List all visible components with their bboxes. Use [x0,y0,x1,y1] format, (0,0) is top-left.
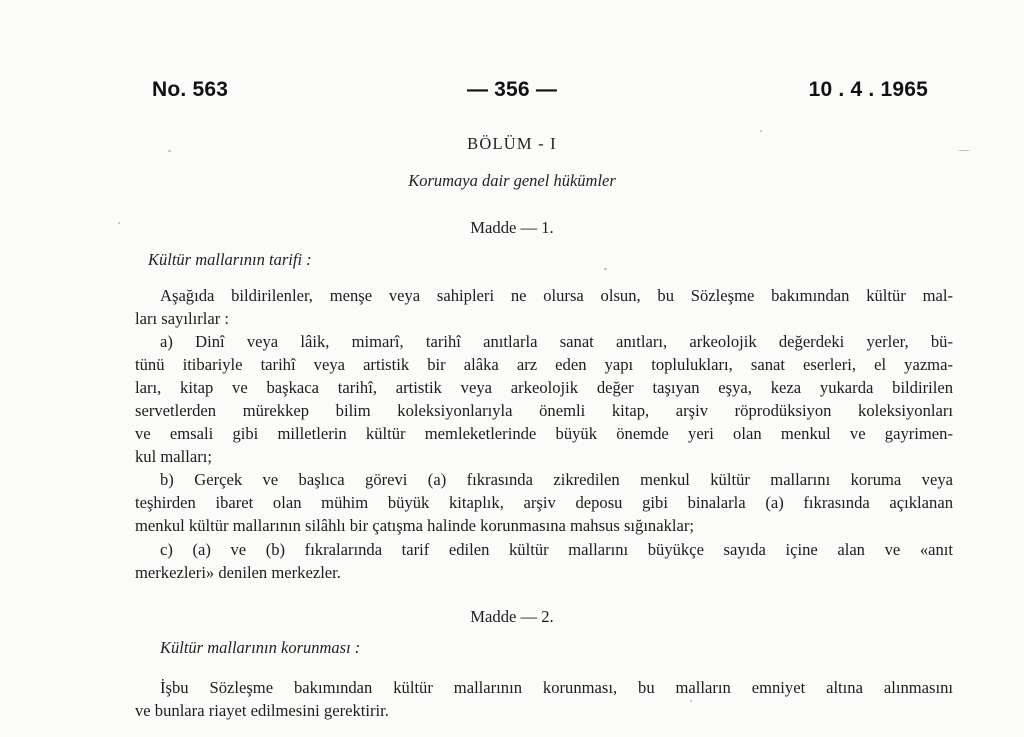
page-number: — 356 — [466,78,558,101]
article-2-line: İşbu Sözleşme bakımından kültür mallarının korunması, bu malların emniyet altına alınmasını [160,678,953,697]
article-1-line: teşhirden ibaret olan mühim büyük kitaplık, arşiv deposu gibi binalarla (a) fıkrasında açıklanan [135,493,953,512]
issue-date: 10 . 4 . 1965 [808,78,928,101]
scan-speck [760,130,762,132]
article-1-line: Aşağıda bildirilenler, menşe veya sahipleri ne olursa olsun, bu Sözleşme bakımından kültür mal- [160,286,953,305]
scan-speck [604,268,607,270]
article-1-heading: Madde — 1. [470,218,554,237]
article-1-line: menkul kültür mallarının silâhlı bir çatışma halinde korunmasına mahsus sığınaklar; [135,516,695,535]
article-1-line: a) Dinî veya lâik, mimarî, tarihî anıtlarla sanat anıtları, arkeolojik değerdeki yerler, bü- [160,332,953,351]
article-2-line: ve bunlara riayet edilmesini gerektirir. [135,701,389,720]
article-2-heading: Madde — 2. [470,607,554,626]
article-1-line: kul malları; [135,447,212,466]
article-1-line: b) Gerçek ve başlıca görevi (a) fıkrasında zikredilen menkul kültür mallarını koruma veya [160,470,953,489]
article-1-line: c) (a) ve (b) fıkralarında tarif edilen kültür mallarını büyükçe sayıda içine alan ve «anıt [160,540,953,559]
article-2-marginal-title: Kültür mallarının korunması : [160,638,361,657]
article-1-line: tünü itibariyle tarihî veya artistik bir alâka arz eden yapı toplulukları, sanat eserleri, el yazma- [135,355,953,374]
article-1-line: ları sayılırlar : [135,309,229,328]
article-1-marginal-title: Kültür mallarının tarifi : [148,250,312,269]
issue-number: No. 563 [152,78,229,101]
article-1-line: merkezleri» denilen merkezler. [135,563,341,582]
article-1-line: servetlerden mürekkep bilim koleksiyonlarıyla önemli kitap, arşiv röprodüksiyon koleksiyonları [135,401,953,420]
section-title: BÖLÜM - I [467,134,557,153]
article-1-line: ları, kitap ve başkaca tarihî, artistik veya arkeolojik değer taşıyan eşya, keza yukarda bildirilen [135,378,953,397]
section-subtitle: Korumaya dair genel hükümler [408,171,616,190]
article-1-line: ve emsali gibi milletlerin kültür memleketlerinde büyük önemde yeri olan menkul ve gayrimen- [135,424,953,443]
